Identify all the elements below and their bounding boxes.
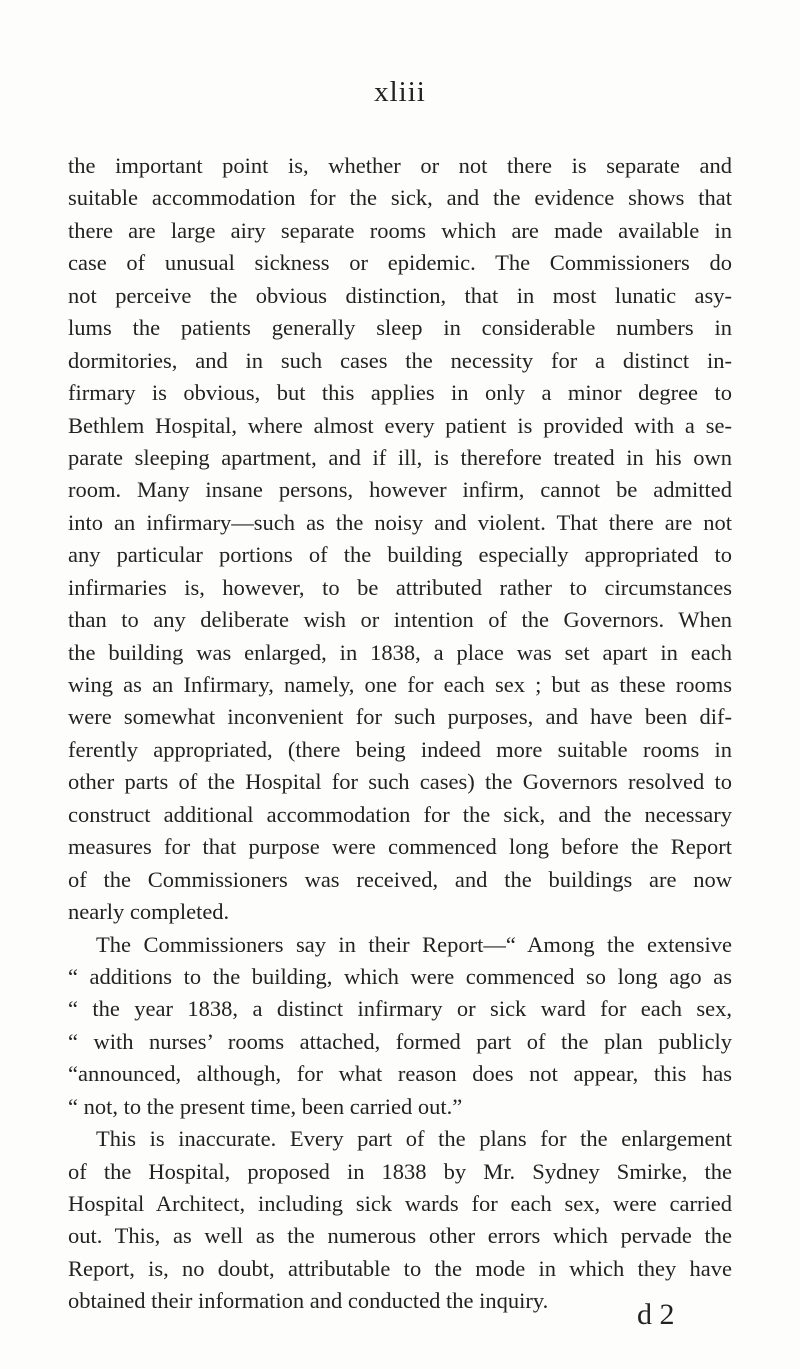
text-line: of the Hospital, proposed in 1838 by Mr. Sydney Smirke, the <box>68 1158 732 1184</box>
text-line: construct additional accommodation for the sick, and the necessary <box>68 801 732 827</box>
page-number: xliii <box>374 76 426 108</box>
text-line: firmary is obvious, but this applies in only a minor degree to <box>68 380 732 406</box>
text-line: “ additions to the building, which were commenced so long ago as <box>68 963 732 989</box>
text-line: “ the year 1838, a distinct infirmary or sick ward for each sex, <box>68 996 732 1022</box>
text-line: not perceive the obvious distinction, that in most lunatic asy- <box>68 282 732 308</box>
text-line: “ with nurses’ rooms attached, formed part of the plan publicly <box>68 1028 732 1054</box>
text-line: the building was enlarged, in 1838, a place was set apart in each <box>68 639 732 665</box>
text-line: dormitories, and in such cases the necessity for a distinct in- <box>68 347 732 373</box>
text-line: Hospital Architect, including sick wards for each sex, were carried <box>68 1191 732 1216</box>
text-line: than to any deliberate wish or intention of the Governors. When <box>68 607 732 633</box>
text-line: lums the patients generally sleep in considerable numbers in <box>68 315 732 341</box>
signature-mark: d 2 <box>637 1298 675 1331</box>
text-line: there are large airy separate rooms which are made available in <box>68 217 732 243</box>
text-line: obtained their information and conducted the inquiry. <box>68 1288 549 1314</box>
text-line: suitable accommodation for the sick, and the evidence shows that <box>68 185 732 211</box>
text-line: “ not, to the present time, been carried out.” <box>68 1093 463 1119</box>
text-line: room. Many insane persons, however infirm, cannot be admitted <box>68 477 732 503</box>
text-line: other parts of the Hospital for such cases) the Governors resolved to <box>68 769 732 795</box>
text-line: This is inaccurate. Every part of the plans for the enlargement <box>96 1126 732 1152</box>
text-line: any particular portions of the building especially appropriated to <box>68 542 732 568</box>
text-line: out. This, as well as the numerous other errors which pervade the <box>68 1223 732 1249</box>
text-line: wing as an Infirmary, namely, one for each sex ; but as these rooms <box>68 672 732 697</box>
text-line: The Commissioners say in their Report—“ Among the extensive <box>96 931 732 957</box>
text-line: parate sleeping apartment, and if ill, is therefore treated in his own <box>68 444 732 470</box>
text-line: measures for that purpose were commenced long before the Report <box>68 834 732 860</box>
text-line: into an infirmary—such as the noisy and violent. That there are not <box>68 509 732 535</box>
text-line: “announced, although, for what reason does not appear, this has <box>68 1061 732 1087</box>
text-line: of the Commissioners was received, and the buildings are now <box>68 866 732 892</box>
text-line: were somewhat inconvenient for such purposes, and have been dif- <box>68 704 732 730</box>
text-line: Bethlem Hospital, where almost every patient is provided with a se- <box>68 412 732 438</box>
text-line: the important point is, whether or not there is separate and <box>68 153 732 178</box>
text-line: ferently appropriated, (there being indeed more suitable rooms in <box>68 736 732 762</box>
text-line: Report, is, no doubt, attributable to the mode in which they have <box>68 1255 732 1281</box>
text-line: case of unusual sickness or epidemic. The Commissioners do <box>68 250 732 276</box>
text-line: nearly completed. <box>68 899 230 925</box>
text-line: infirmaries is, however, to be attributed rather to circumstances <box>68 574 732 600</box>
body-text <box>68 150 732 1318</box>
